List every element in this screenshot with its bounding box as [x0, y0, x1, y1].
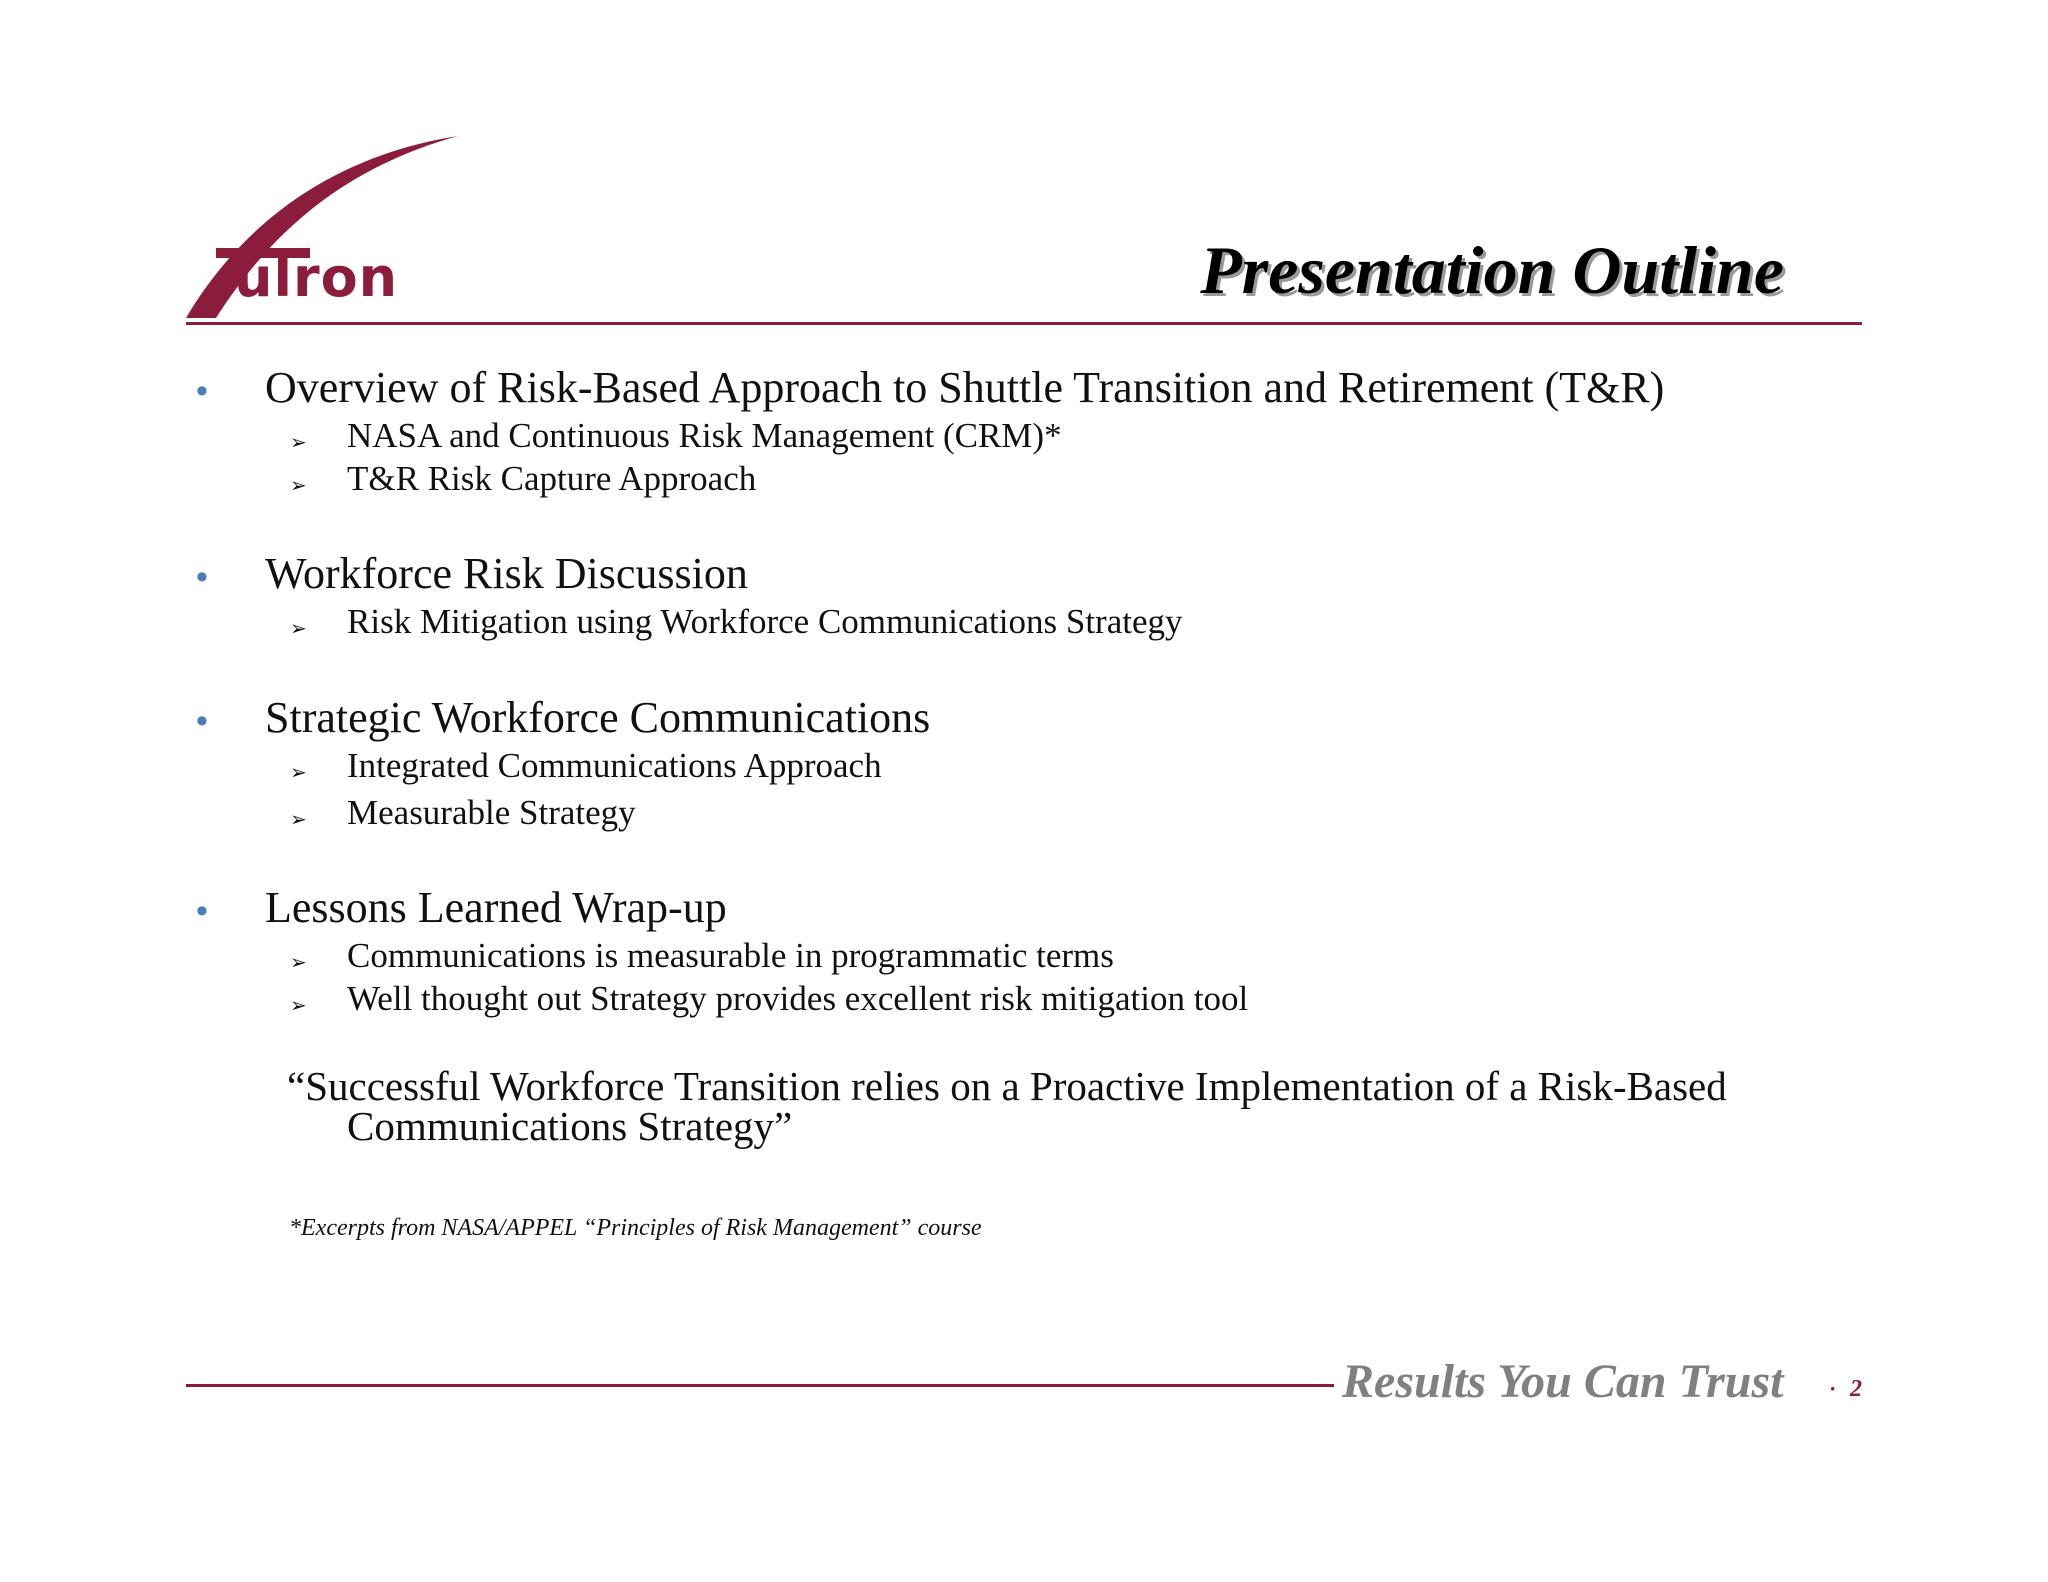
outline-heading: Lessons Learned Wrap-up	[265, 883, 727, 932]
arrow-bullet-icon: ➢	[290, 950, 307, 974]
outline-subitem: Communications is measurable in programmatic terms	[347, 936, 1114, 975]
page-separator-dot: ·	[1829, 1376, 1837, 1401]
page-number: 2	[1850, 1376, 1862, 1402]
footer-divider	[186, 1384, 1334, 1387]
arrow-bullet-icon: ➢	[290, 616, 307, 640]
bullet-dot: •	[196, 372, 208, 410]
bullet-dot: •	[196, 892, 208, 930]
arrow-bullet-icon: ➢	[290, 473, 307, 497]
arrow-bullet-icon: ➢	[290, 430, 307, 454]
slide-title: Presentation Outline	[1200, 232, 1784, 308]
footnote: *Excerpts from NASA/APPEL “Principles of Risk Management” course	[289, 1215, 982, 1241]
arrow-bullet-icon: ➢	[290, 760, 307, 784]
quote-line-1: “Successful Workforce Transition relies on a Proactive Implementation of a Risk-Based	[287, 1063, 1727, 1109]
quote-line-2: Communications Strategy”	[347, 1103, 793, 1149]
outline-subitem: NASA and Continuous Risk Management (CRM)*	[347, 416, 1062, 455]
bullet-dot: •	[196, 558, 208, 596]
futron-logo	[186, 130, 476, 320]
outline-subitem: Measurable Strategy	[347, 793, 636, 832]
arrow-bullet-icon: ➢	[290, 993, 307, 1017]
arrow-bullet-icon: ➢	[290, 807, 307, 831]
footer-tagline: Results You Can Trust	[1342, 1355, 1784, 1408]
logo-wordmark: ulron	[234, 246, 399, 309]
closing-quote	[287, 1063, 1807, 1149]
outline-heading: Workforce Risk Discussion	[265, 549, 748, 598]
outline-subitem: Risk Mitigation using Workforce Communications Strategy	[347, 602, 1183, 641]
outline-heading: Overview of Risk-Based Approach to Shuttle Transition and Retirement (T&R)	[265, 363, 1665, 412]
outline-heading: Strategic Workforce Communications	[265, 693, 931, 742]
bullet-dot: •	[196, 702, 208, 740]
title-divider	[186, 322, 1862, 325]
outline-subitem: T&R Risk Capture Approach	[347, 459, 757, 498]
outline-subitem: Well thought out Strategy provides excellent risk mitigation tool	[347, 979, 1249, 1018]
outline-subitem: Integrated Communications Approach	[347, 746, 882, 785]
